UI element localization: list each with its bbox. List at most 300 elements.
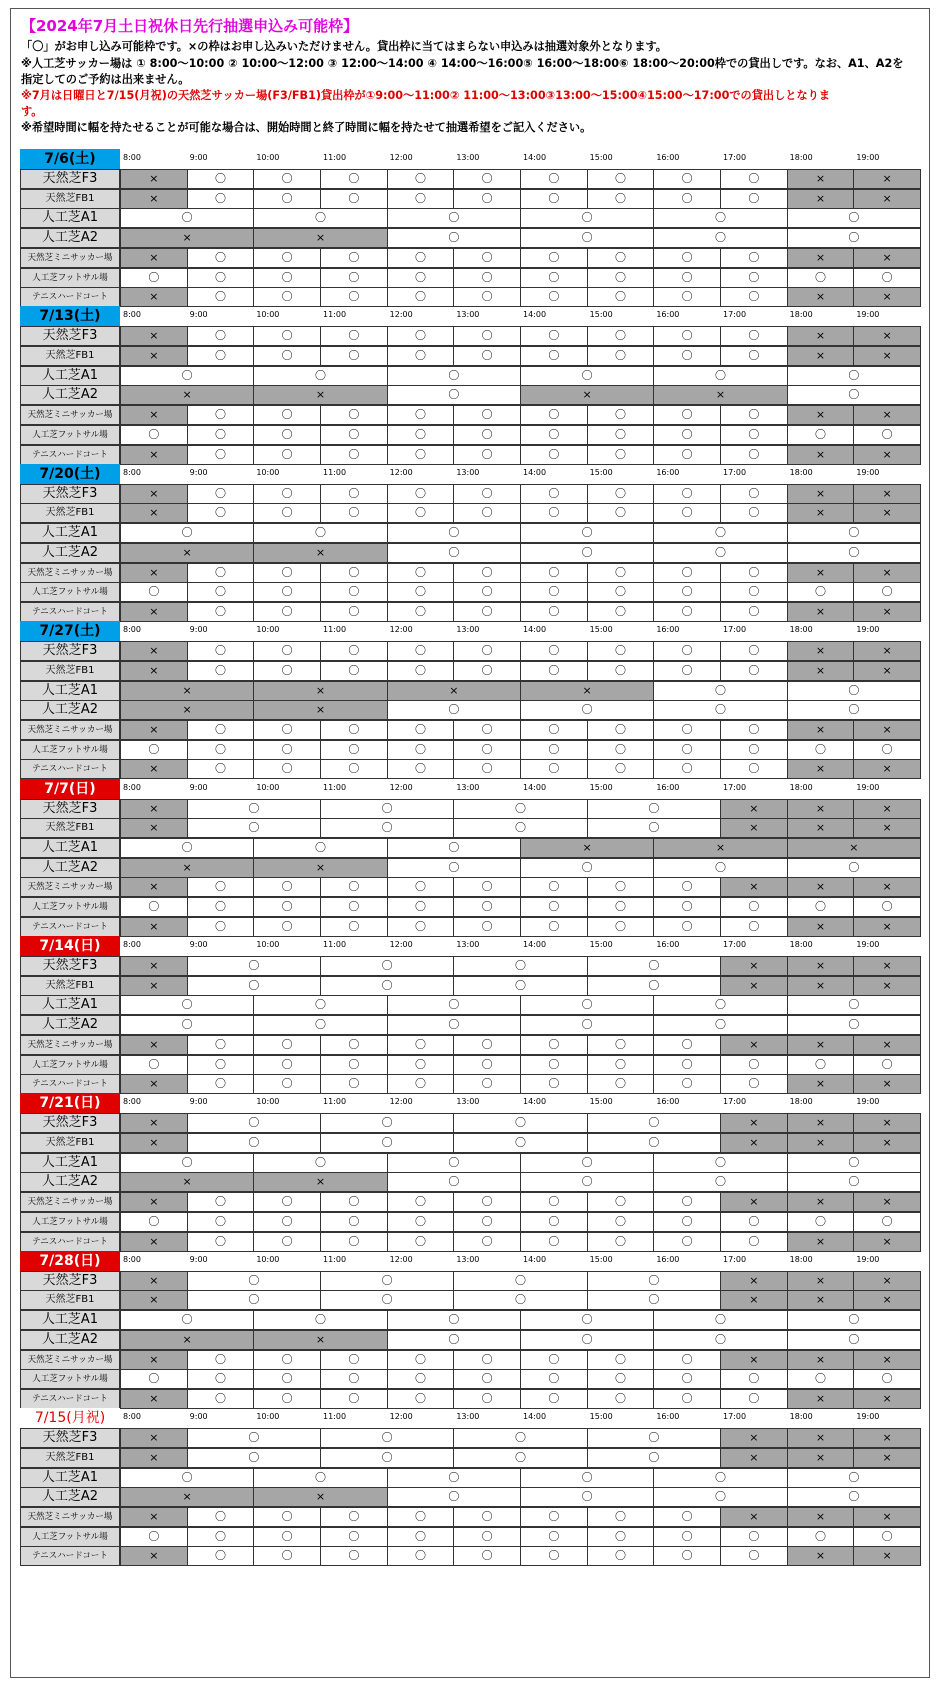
slot-unavailable: × [120, 405, 188, 425]
facility-label: テニスハードコート [20, 602, 120, 622]
facility-label: 天然芝ミニサッカー場 [20, 720, 120, 740]
slot-available: 〇 [253, 563, 321, 583]
slot-unavailable: × [120, 1350, 188, 1370]
slot-available: 〇 [187, 1133, 321, 1153]
slot-available: 〇 [587, 445, 655, 465]
slot-available: 〇 [787, 1468, 921, 1488]
facility-row [20, 228, 920, 248]
time-tick: 12:00 [389, 1254, 413, 1264]
slot-available: 〇 [587, 287, 655, 307]
facility-label: 天然芝ミニサッカー場 [20, 877, 120, 897]
slot-available: 〇 [387, 1212, 455, 1232]
slot-available: 〇 [720, 897, 788, 917]
slot-available: 〇 [320, 976, 454, 996]
slot-available: 〇 [387, 1487, 521, 1507]
slot-available: 〇 [587, 563, 655, 583]
slot-unavailable: × [787, 917, 855, 937]
facility-label: 天然芝ミニサッカー場 [20, 563, 120, 583]
slot-available: 〇 [253, 208, 387, 228]
slot-available: 〇 [187, 720, 255, 740]
slot-available: 〇 [320, 956, 454, 976]
time-tick: 9:00 [189, 1254, 208, 1264]
slot-available: 〇 [253, 1015, 387, 1035]
slot-unavailable: × [120, 563, 188, 583]
slot-available: 〇 [453, 1074, 521, 1094]
facility-row [20, 1113, 920, 1133]
slot-available: 〇 [720, 405, 788, 425]
time-tick: 18:00 [789, 1097, 813, 1107]
slot-available: 〇 [387, 995, 521, 1015]
time-tick: 17:00 [723, 625, 747, 635]
slot-available: 〇 [520, 425, 588, 445]
slot-available: 〇 [320, 661, 388, 681]
slot-available: 〇 [787, 681, 921, 701]
slot-unavailable: × [720, 1133, 788, 1153]
slot-available: 〇 [387, 1035, 455, 1055]
slot-unavailable: × [787, 759, 855, 779]
slot-unavailable: × [120, 1290, 188, 1310]
slot-available: 〇 [587, 425, 655, 445]
slot-available: 〇 [787, 740, 855, 760]
slot-available: 〇 [120, 208, 254, 228]
slot-available: 〇 [387, 602, 455, 622]
facility-row [20, 1310, 920, 1330]
slot-unavailable: × [653, 838, 787, 858]
facility-row [20, 1015, 920, 1035]
slot-available: 〇 [253, 641, 321, 661]
slot-available: 〇 [520, 1074, 588, 1094]
slot-available: 〇 [453, 1113, 587, 1133]
facility-row [20, 1192, 920, 1212]
time-tick: 8:00 [123, 467, 141, 477]
slot-available: 〇 [253, 661, 321, 681]
facility-label: 人工芝A2 [20, 1330, 120, 1350]
facility-label: 天然芝FB1 [20, 1133, 120, 1153]
slot-available: 〇 [653, 858, 787, 878]
slot-unavailable: × [853, 917, 921, 937]
slot-available: 〇 [253, 366, 387, 386]
time-tick: 11:00 [323, 1254, 347, 1264]
slot-available: 〇 [187, 917, 255, 937]
facility-row [20, 523, 920, 543]
slot-available: 〇 [587, 759, 655, 779]
slot-available: 〇 [720, 563, 788, 583]
time-tick: 14:00 [523, 1254, 547, 1264]
facility-row [20, 1389, 920, 1409]
facility-label: 天然芝F3 [20, 1428, 120, 1448]
slot-unavailable: × [787, 976, 855, 996]
slot-available: 〇 [520, 228, 654, 248]
slot-unavailable: × [253, 1172, 387, 1192]
date-section [20, 779, 920, 948]
slot-available: 〇 [253, 877, 321, 897]
time-tick: 12:00 [389, 782, 413, 792]
slot-available: 〇 [320, 917, 388, 937]
slot-available: 〇 [520, 1172, 654, 1192]
slot-available: 〇 [653, 484, 721, 504]
slot-available: 〇 [187, 740, 255, 760]
slot-available: 〇 [253, 1192, 321, 1212]
slot-available: 〇 [520, 248, 588, 268]
time-tick: 12:00 [389, 1412, 413, 1422]
slot-available: 〇 [387, 897, 455, 917]
slot-available: 〇 [387, 366, 521, 386]
slot-unavailable: × [520, 385, 654, 405]
time-tick: 8:00 [123, 1412, 141, 1422]
slot-available: 〇 [453, 1055, 521, 1075]
slot-available: 〇 [253, 1074, 321, 1094]
slot-available: 〇 [653, 169, 721, 189]
slot-available: 〇 [320, 1448, 454, 1468]
slot-unavailable: × [853, 563, 921, 583]
slot-available: 〇 [387, 228, 521, 248]
slot-available: 〇 [520, 287, 588, 307]
slot-unavailable: × [520, 838, 654, 858]
facility-row [20, 1055, 920, 1075]
slot-available: 〇 [387, 268, 455, 288]
slot-available: 〇 [253, 897, 321, 917]
slot-unavailable: × [720, 1035, 788, 1055]
slot-available: 〇 [520, 1330, 654, 1350]
time-tick: 14:00 [523, 940, 547, 949]
slot-unavailable: × [853, 405, 921, 425]
slot-available: 〇 [520, 1035, 588, 1055]
slot-available: 〇 [387, 189, 455, 209]
slot-available: 〇 [587, 1389, 655, 1409]
slot-available: 〇 [320, 1527, 388, 1547]
slot-available: 〇 [787, 385, 921, 405]
facility-row [20, 503, 920, 523]
slot-available: 〇 [653, 995, 787, 1015]
slot-available: 〇 [653, 405, 721, 425]
facility-label: 天然芝ミニサッカー場 [20, 1192, 120, 1212]
slot-available: 〇 [520, 720, 588, 740]
slot-unavailable: × [520, 681, 654, 701]
schedule-sheet [10, 8, 930, 1678]
time-tick: 10:00 [256, 467, 280, 477]
slot-available: 〇 [787, 208, 921, 228]
slot-available: 〇 [520, 641, 588, 661]
slot-available: 〇 [453, 1212, 521, 1232]
time-tick: 11:00 [323, 940, 347, 949]
slot-available: 〇 [520, 602, 588, 622]
slot-available: 〇 [387, 1192, 455, 1212]
time-tick: 8:00 [123, 940, 141, 949]
slot-available: 〇 [453, 248, 521, 268]
time-tick: 18:00 [789, 153, 813, 162]
slot-available: 〇 [587, 1290, 721, 1310]
slot-available: 〇 [187, 799, 321, 819]
slot-available: 〇 [187, 1527, 255, 1547]
slot-available: 〇 [853, 1527, 921, 1547]
slot-available: 〇 [453, 1448, 587, 1468]
slot-unavailable: × [787, 248, 855, 268]
slot-unavailable: × [253, 700, 387, 720]
facility-row [20, 917, 920, 937]
slot-unavailable: × [120, 1487, 254, 1507]
time-tick: 9:00 [189, 625, 208, 635]
slot-available: 〇 [387, 326, 455, 346]
slot-available: 〇 [453, 956, 587, 976]
slot-unavailable: × [120, 858, 254, 878]
slot-available: 〇 [253, 503, 321, 523]
slot-available: 〇 [253, 248, 321, 268]
slot-available: 〇 [587, 818, 721, 838]
slot-available: 〇 [187, 287, 255, 307]
slot-available: 〇 [187, 1507, 255, 1527]
slot-unavailable: × [120, 248, 188, 268]
slot-unavailable: × [853, 189, 921, 209]
time-tick: 15:00 [589, 1254, 613, 1264]
slot-available: 〇 [253, 1232, 321, 1252]
time-tick: 9:00 [189, 467, 208, 477]
facility-row [20, 1172, 920, 1192]
facility-label: 人工芝A1 [20, 208, 120, 228]
slot-available: 〇 [520, 1527, 588, 1547]
slot-available: 〇 [720, 1546, 788, 1566]
slot-available: 〇 [520, 1350, 588, 1370]
facility-label: 天然芝F3 [20, 169, 120, 189]
time-tick: 8:00 [123, 153, 141, 162]
slot-available: 〇 [187, 1035, 255, 1055]
slot-available: 〇 [653, 582, 721, 602]
slot-available: 〇 [387, 1055, 455, 1075]
facility-row [20, 1350, 920, 1370]
slot-available: 〇 [720, 287, 788, 307]
slot-available: 〇 [520, 661, 588, 681]
facility-label: 天然芝FB1 [20, 1448, 120, 1468]
time-tick: 14:00 [523, 310, 547, 320]
time-tick: 14:00 [523, 625, 547, 635]
slot-available: 〇 [453, 1389, 521, 1409]
facility-label: 人工芝A2 [20, 385, 120, 405]
facility-label: テニスハードコート [20, 1232, 120, 1252]
slot-unavailable: × [787, 1074, 855, 1094]
slot-available: 〇 [253, 1546, 321, 1566]
slot-available: 〇 [520, 700, 654, 720]
slot-available: 〇 [653, 740, 721, 760]
slot-available: 〇 [453, 661, 521, 681]
time-tick: 11:00 [323, 310, 347, 320]
slot-available: 〇 [453, 484, 521, 504]
slot-available: 〇 [187, 169, 255, 189]
slot-available: 〇 [320, 484, 388, 504]
slot-available: 〇 [453, 1133, 587, 1153]
slot-available: 〇 [653, 1330, 787, 1350]
slot-available: 〇 [253, 1527, 321, 1547]
slot-available: 〇 [653, 720, 721, 740]
slot-unavailable: × [253, 1330, 387, 1350]
facility-label: 人工芝A1 [20, 1468, 120, 1488]
slot-available: 〇 [387, 425, 455, 445]
time-tick: 8:00 [123, 625, 141, 635]
slot-available: 〇 [120, 740, 188, 760]
slot-available: 〇 [253, 917, 321, 937]
facility-label: 天然芝F3 [20, 641, 120, 661]
facility-label: 人工芝フットサル場 [20, 1212, 120, 1232]
slot-available: 〇 [387, 1172, 521, 1192]
slot-unavailable: × [787, 877, 855, 897]
date-label: 7/27(土) [20, 621, 120, 641]
time-tick: 17:00 [723, 1097, 747, 1107]
slot-available: 〇 [720, 1527, 788, 1547]
facility-label: 人工芝フットサル場 [20, 1055, 120, 1075]
time-tick: 16:00 [656, 467, 680, 477]
slot-unavailable: × [120, 228, 254, 248]
facility-label: 人工芝A1 [20, 995, 120, 1015]
time-tick: 19:00 [856, 1097, 880, 1107]
slot-available: 〇 [520, 1212, 588, 1232]
slot-available: 〇 [253, 169, 321, 189]
slot-available: 〇 [253, 1468, 387, 1488]
slot-available: 〇 [520, 1232, 588, 1252]
slot-available: 〇 [587, 956, 721, 976]
slot-available: 〇 [387, 720, 455, 740]
slot-unavailable: × [120, 385, 254, 405]
slot-available: 〇 [587, 1369, 655, 1389]
slot-available: 〇 [720, 1389, 788, 1409]
slot-unavailable: × [120, 641, 188, 661]
slot-available: 〇 [587, 1074, 655, 1094]
facility-row [20, 661, 920, 681]
slot-available: 〇 [187, 1074, 255, 1094]
slot-available: 〇 [320, 877, 388, 897]
slot-unavailable: × [853, 1546, 921, 1566]
time-tick: 11:00 [323, 153, 347, 162]
time-tick: 19:00 [856, 940, 880, 949]
slot-available: 〇 [453, 1428, 587, 1448]
slot-available: 〇 [453, 326, 521, 346]
slot-available: 〇 [253, 1369, 321, 1389]
slot-available: 〇 [520, 405, 588, 425]
slot-available: 〇 [853, 268, 921, 288]
slot-available: 〇 [653, 543, 787, 563]
slot-available: 〇 [387, 838, 521, 858]
slot-available: 〇 [520, 1389, 588, 1409]
slot-available: 〇 [320, 248, 388, 268]
slot-available: 〇 [653, 877, 721, 897]
slot-available: 〇 [520, 740, 588, 760]
time-tick: 17:00 [723, 940, 747, 949]
slot-unavailable: × [120, 759, 188, 779]
date-section [20, 936, 920, 1105]
facility-row [20, 700, 920, 720]
time-tick: 13:00 [456, 310, 480, 320]
slot-unavailable: × [120, 1389, 188, 1409]
facility-label: 天然芝ミニサッカー場 [20, 405, 120, 425]
time-tick: 10:00 [256, 625, 280, 635]
slot-available: 〇 [120, 1527, 188, 1547]
slot-available: 〇 [453, 818, 587, 838]
slot-available: 〇 [520, 523, 654, 543]
slot-available: 〇 [787, 543, 921, 563]
slot-unavailable: × [720, 799, 788, 819]
slot-available: 〇 [253, 1507, 321, 1527]
slot-available: 〇 [453, 917, 521, 937]
facility-label: 人工芝A2 [20, 1015, 120, 1035]
slot-available: 〇 [187, 976, 321, 996]
slot-available: 〇 [253, 287, 321, 307]
slot-available: 〇 [653, 425, 721, 445]
slot-available: 〇 [387, 248, 455, 268]
slot-available: 〇 [387, 346, 455, 366]
slot-available: 〇 [320, 445, 388, 465]
slot-unavailable: × [853, 1350, 921, 1370]
slot-unavailable: × [120, 1546, 188, 1566]
slot-available: 〇 [653, 563, 721, 583]
slot-available: 〇 [520, 1153, 654, 1173]
facility-row [20, 1546, 920, 1566]
slot-available: 〇 [120, 897, 188, 917]
slot-available: 〇 [387, 740, 455, 760]
slot-available: 〇 [453, 1232, 521, 1252]
facility-row [20, 1133, 920, 1153]
time-tick: 16:00 [656, 1097, 680, 1107]
slot-available: 〇 [387, 917, 455, 937]
slot-unavailable: × [653, 385, 787, 405]
slot-available: 〇 [587, 1212, 655, 1232]
slot-available: 〇 [653, 445, 721, 465]
time-tick: 16:00 [656, 1254, 680, 1264]
slot-unavailable: × [787, 346, 855, 366]
slot-available: 〇 [587, 1192, 655, 1212]
facility-row [20, 366, 920, 386]
slot-available: 〇 [720, 189, 788, 209]
slot-available: 〇 [587, 641, 655, 661]
facility-label: 人工芝A2 [20, 228, 120, 248]
slot-unavailable: × [253, 543, 387, 563]
time-tick: 15:00 [589, 1412, 613, 1422]
time-tick: 12:00 [389, 467, 413, 477]
slot-available: 〇 [453, 503, 521, 523]
slot-available: 〇 [187, 248, 255, 268]
slot-unavailable: × [787, 287, 855, 307]
time-tick: 15:00 [589, 940, 613, 949]
slot-unavailable: × [720, 1290, 788, 1310]
note-line-2: ※人工芝サッカー場は ① 8:00～10:00 ② 10:00～12:00 ③ 12:00～14:00 ④ 14:00～16:00⑤ 16:00～18:00⑥ 18:00～20:00枠での貸出しです。なお、A1、A2を [21, 57, 904, 70]
slot-unavailable: × [253, 1487, 387, 1507]
time-tick: 18:00 [789, 1254, 813, 1264]
slot-available: 〇 [387, 445, 455, 465]
time-tick: 18:00 [789, 782, 813, 792]
facility-row [20, 563, 920, 583]
facility-label: 人工芝フットサル場 [20, 1527, 120, 1547]
slot-available: 〇 [587, 1232, 655, 1252]
slot-available: 〇 [187, 563, 255, 583]
facility-label: 人工芝フットサル場 [20, 897, 120, 917]
slot-available: 〇 [320, 326, 388, 346]
slot-available: 〇 [453, 1192, 521, 1212]
time-tick: 17:00 [723, 153, 747, 162]
slot-available: 〇 [187, 1389, 255, 1409]
facility-label: 人工芝フットサル場 [20, 268, 120, 288]
slot-available: 〇 [387, 1015, 521, 1035]
slot-available: 〇 [587, 740, 655, 760]
facility-label: 人工芝フットサル場 [20, 1369, 120, 1389]
time-tick: 18:00 [789, 940, 813, 949]
slot-available: 〇 [387, 1330, 521, 1350]
page-title: 【2024年7月土日祝休日先行抽選申込み可能枠】 [21, 17, 359, 35]
slot-unavailable: × [720, 877, 788, 897]
slot-available: 〇 [853, 1055, 921, 1075]
slot-available: 〇 [387, 287, 455, 307]
time-tick: 10:00 [256, 1097, 280, 1107]
facility-row [20, 543, 920, 563]
slot-available: 〇 [720, 445, 788, 465]
time-tick: 10:00 [256, 1254, 280, 1264]
slot-unavailable: × [120, 189, 188, 209]
time-tick: 13:00 [456, 1097, 480, 1107]
